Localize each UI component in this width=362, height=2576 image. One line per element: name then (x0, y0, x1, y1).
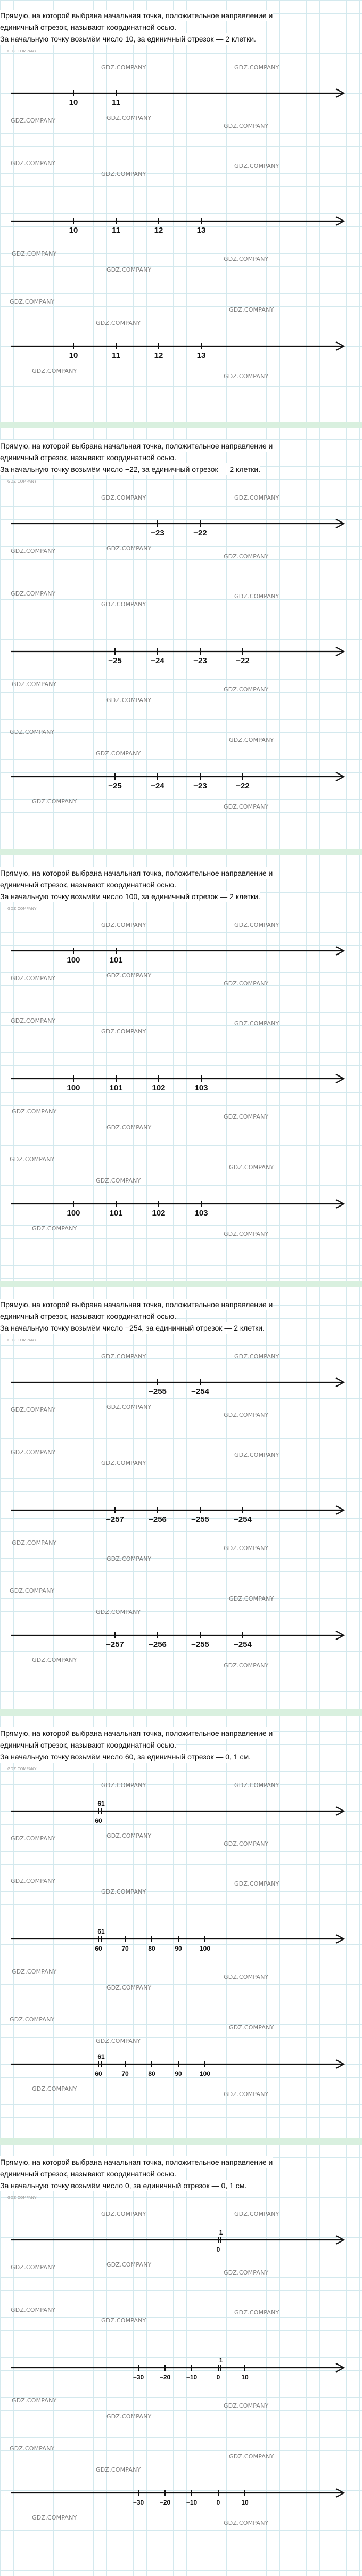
tick-label: −22 (236, 656, 250, 665)
watermark: GDZ.COMPANY (96, 1177, 141, 1184)
watermark: GDZ.COMPANY (11, 975, 56, 982)
number-line (0, 1798, 362, 1824)
watermark: GDZ.COMPANY (101, 170, 146, 177)
tick-label: 10 (241, 2499, 249, 2506)
tick-label: −10 (186, 2374, 198, 2381)
number-line (0, 2480, 362, 2506)
watermark: GDZ.COMPANY (234, 1353, 279, 1360)
tick-label: −255 (191, 1640, 209, 1649)
watermark: GDZ.COMPANY (10, 729, 55, 736)
number-line (0, 1065, 362, 1093)
tick-label: 10 (69, 351, 78, 360)
watermark: GDZ.COMPANY (101, 2317, 146, 2324)
tick-label: 102 (152, 1209, 166, 1218)
watermark: GDZ.COMPANY (11, 117, 56, 124)
watermark: GDZ.COMPANY (101, 1353, 146, 1360)
watermark: GDZ.COMPANY (234, 2211, 279, 2218)
definition-paragraph (0, 867, 358, 902)
watermark: GDZ.COMPANY (224, 1840, 269, 1847)
number-line (0, 333, 362, 360)
number-line (0, 1926, 362, 1952)
paragraph-line: единичный отрезок, называют координатной осью. (0, 21, 176, 33)
paragraph-line: единичный отрезок, называют координатной осью. (0, 879, 176, 891)
watermark: GDZ.COMPANY (11, 2306, 56, 2313)
tick-label: 61 (97, 2053, 105, 2060)
watermark: GDZ.COMPANY (224, 2091, 269, 2098)
watermark: GDZ.COMPANY (224, 1113, 269, 1120)
watermark: GDZ.COMPANY (106, 697, 152, 704)
number-line (0, 2354, 362, 2381)
tick-label: 11 (112, 226, 120, 235)
tick-label: −30 (133, 2499, 144, 2506)
watermark: GDZ.COMPANY (106, 1555, 152, 1562)
tick-label: −22 (236, 781, 250, 790)
watermark: GDZ.COMPANY (7, 49, 37, 53)
tick-label: −254 (191, 1387, 209, 1396)
tick-label: −23 (151, 528, 164, 537)
watermark: GDZ.COMPANY (234, 922, 279, 928)
watermark: GDZ.COMPANY (224, 1545, 269, 1552)
tick-label: 103 (194, 1083, 208, 1093)
watermark: GDZ.COMPANY (224, 256, 269, 263)
tick-label: −25 (108, 781, 122, 790)
watermark: GDZ.COMPANY (234, 494, 279, 501)
tick-label: −30 (133, 2374, 144, 2381)
tick-label: −256 (149, 1515, 167, 1524)
tick-label: −24 (151, 656, 164, 665)
tick-label: 101 (109, 1209, 123, 1218)
paragraph-line: Прямую, на которой выбрана начальная точка, положительное направление и (0, 2156, 273, 2168)
watermark: GDZ.COMPANY (101, 1888, 146, 1895)
paragraph-line: Прямую, на которой выбрана начальная точка, положительное направление и (0, 1299, 273, 1310)
tick-label: 100 (199, 2070, 211, 2077)
watermark: GDZ.COMPANY (32, 368, 77, 374)
watermark: GDZ.COMPANY (101, 64, 146, 71)
watermark: GDZ.COMPANY (224, 123, 269, 129)
tick-label: 10 (69, 226, 78, 235)
tick-label: 0 (216, 2246, 220, 2253)
definition-paragraph (0, 2156, 358, 2191)
tick-label: 12 (154, 351, 163, 360)
tick-label: 61 (97, 1928, 105, 1935)
paragraph-line: За начальную точку возьмём число −254, за единичный отрезок — 2 клетки. (0, 1322, 265, 1334)
watermark: GDZ.COMPANY (224, 1974, 269, 1980)
watermark: GDZ.COMPANY (229, 1595, 274, 1602)
tick-label: 80 (148, 1945, 155, 1952)
tick-label: 101 (109, 956, 123, 965)
tick-label: 100 (67, 1209, 80, 1218)
watermark: GDZ.COMPANY (101, 601, 146, 608)
paragraph-line: За начальную точку возьмём число 60, за единичный отрезок — 0, 1 см. (0, 1751, 251, 1763)
watermark: GDZ.COMPANY (11, 1017, 56, 1024)
watermark: GDZ.COMPANY (106, 1832, 152, 1839)
watermark: GDZ.COMPANY (234, 1452, 279, 1458)
tick-label: −256 (149, 1640, 167, 1649)
watermark: GDZ.COMPANY (229, 737, 274, 744)
tick-label: −20 (159, 2499, 171, 2506)
paragraph-line: единичный отрезок, называют координатной осью. (0, 1310, 176, 1322)
watermark: GDZ.COMPANY (229, 1164, 274, 1171)
watermark: GDZ.COMPANY (106, 1404, 152, 1411)
watermark: GDZ.COMPANY (234, 162, 279, 169)
definition-paragraph (0, 1299, 358, 1334)
tick-label: 60 (95, 1945, 102, 1952)
watermark: GDZ.COMPANY (224, 2269, 269, 2276)
paragraph-line: Прямую, на которой выбрана начальная точка, положительное направление и (0, 440, 273, 452)
watermark: GDZ.COMPANY (10, 2445, 55, 2452)
watermark: GDZ.COMPANY (96, 1609, 141, 1616)
watermark: GDZ.COMPANY (106, 1124, 152, 1131)
number-line (0, 1191, 362, 1218)
tick-label: 10 (69, 98, 78, 107)
watermark: GDZ.COMPANY (229, 306, 274, 313)
tick-label: 70 (121, 2070, 129, 2077)
number-line (0, 80, 362, 107)
definition-paragraph (0, 10, 358, 45)
watermark: GDZ.COMPANY (7, 907, 37, 911)
paragraph-line: единичный отрезок, называют координатной осью. (0, 452, 176, 463)
watermark: GDZ.COMPANY (10, 2016, 55, 2023)
tick-label: 100 (67, 1083, 80, 1093)
watermark: GDZ.COMPANY (101, 2211, 146, 2218)
tick-label: 70 (121, 1945, 129, 1952)
tick-label: 11 (112, 351, 120, 360)
watermark: GDZ.COMPANY (234, 64, 279, 71)
watermark: GDZ.COMPANY (11, 548, 56, 555)
paragraph-line: единичный отрезок, называют координатной осью. (0, 2168, 176, 2180)
watermark: GDZ.COMPANY (12, 681, 57, 688)
watermark: GDZ.COMPANY (234, 1880, 279, 1887)
definition-paragraph (0, 1727, 358, 1763)
watermark: GDZ.COMPANY (224, 373, 269, 380)
tick-label: 10 (241, 2374, 249, 2381)
section-divider (0, 1281, 362, 1287)
tick-label: −255 (149, 1387, 167, 1396)
number-line (0, 1369, 362, 1396)
watermark: GDZ.COMPANY (106, 2261, 152, 2268)
watermark: GDZ.COMPANY (106, 1984, 152, 1991)
watermark: GDZ.COMPANY (101, 922, 146, 928)
tick-label: 100 (67, 956, 80, 965)
section-divider (0, 2138, 362, 2145)
tick-label: 60 (95, 2070, 102, 2077)
watermark: GDZ.COMPANY (11, 160, 56, 167)
watermark: GDZ.COMPANY (7, 1767, 37, 1771)
tick-label: −25 (108, 656, 122, 665)
tick-label: 80 (148, 2070, 155, 2077)
number-line (0, 2051, 362, 2077)
tick-label: 0 (216, 2499, 220, 2506)
tick-label: 90 (175, 2070, 182, 2077)
watermark: GDZ.COMPANY (11, 1406, 56, 1413)
tick-label: 90 (175, 1945, 182, 1952)
paragraph-line: Прямую, на которой выбрана начальная точка, положительное направление и (0, 1727, 273, 1739)
watermark: GDZ.COMPANY (32, 2085, 77, 2092)
tick-label: 12 (154, 226, 163, 235)
watermark: GDZ.COMPANY (32, 2514, 77, 2521)
paragraph-line: За начальную точку возьмём число 100, за единичный отрезок — 2 клетки. (0, 891, 260, 902)
number-line (0, 510, 362, 537)
number-line (0, 1622, 362, 1649)
tick-label: −257 (106, 1640, 124, 1649)
section-divider (0, 849, 362, 855)
watermark: GDZ.COMPANY (32, 1225, 77, 1232)
watermark: GDZ.COMPANY (11, 2264, 56, 2271)
tick-label: −22 (193, 528, 207, 537)
tick-label: −10 (186, 2499, 198, 2506)
watermark: GDZ.COMPANY (234, 1020, 279, 1027)
watermark: GDZ.COMPANY (96, 2037, 141, 2044)
watermark: GDZ.COMPANY (12, 1108, 57, 1115)
watermark: GDZ.COMPANY (224, 686, 269, 693)
watermark: GDZ.COMPANY (101, 1028, 146, 1035)
tick-label: 102 (152, 1083, 166, 1093)
watermark: GDZ.COMPANY (12, 1968, 57, 1975)
watermark: GDZ.COMPANY (229, 2024, 274, 2031)
definition-paragraph (0, 440, 358, 475)
tick-label: 60 (95, 1817, 102, 1824)
watermark: GDZ.COMPANY (12, 1539, 57, 1546)
tick-label: −24 (151, 781, 164, 790)
number-line (0, 208, 362, 235)
watermark: GDZ.COMPANY (11, 1878, 56, 1885)
watermark: GDZ.COMPANY (234, 1782, 279, 1789)
watermark: GDZ.COMPANY (224, 803, 269, 810)
watermark: GDZ.COMPANY (11, 1835, 56, 1842)
watermark: GDZ.COMPANY (101, 1782, 146, 1789)
watermark: GDZ.COMPANY (106, 266, 152, 273)
tick-label: −254 (234, 1640, 252, 1649)
watermark: GDZ.COMPANY (10, 1587, 55, 1594)
watermark: GDZ.COMPANY (234, 2309, 279, 2316)
watermark: GDZ.COMPANY (101, 1460, 146, 1466)
watermark: GDZ.COMPANY (106, 972, 152, 979)
tick-label: 13 (196, 351, 206, 360)
watermark: GDZ.COMPANY (224, 2520, 269, 2526)
watermark: GDZ.COMPANY (224, 1662, 269, 1669)
tick-label: −20 (159, 2374, 171, 2381)
tick-label: 1 (219, 2357, 223, 2364)
number-line (0, 938, 362, 965)
watermark: GDZ.COMPANY (12, 2397, 57, 2404)
number-line (0, 2227, 362, 2253)
tick-label: 11 (112, 98, 120, 107)
tick-label: −257 (106, 1515, 124, 1524)
tick-label: −255 (191, 1515, 209, 1524)
number-line (0, 763, 362, 790)
tick-label: −23 (193, 656, 207, 665)
paragraph-line: За начальную точку возьмём число 0, за единичный отрезок — 0, 1 см. (0, 2180, 246, 2191)
paragraph-line: За начальную точку возьмём число 10, за единичный отрезок — 2 клетки. (0, 33, 256, 45)
tick-label: 13 (196, 226, 206, 235)
watermark: GDZ.COMPANY (96, 750, 141, 757)
tick-label: 1 (219, 2229, 223, 2236)
watermark: GDZ.COMPANY (224, 553, 269, 560)
watermark: GDZ.COMPANY (106, 2413, 152, 2420)
section-divider (0, 1709, 362, 1716)
paragraph-line: Прямую, на которой выбрана начальная точка, положительное направление и (0, 867, 273, 879)
watermark: GDZ.COMPANY (7, 2196, 37, 2200)
tick-label: 0 (216, 2374, 220, 2381)
watermark: GDZ.COMPANY (224, 980, 269, 987)
watermark: GDZ.COMPANY (234, 593, 279, 600)
watermark: GDZ.COMPANY (224, 2402, 269, 2409)
tick-label: −23 (193, 781, 207, 790)
tick-label: 101 (109, 1083, 123, 1093)
watermark: GDZ.COMPANY (32, 1657, 77, 1664)
watermark: GDZ.COMPANY (7, 1338, 37, 1342)
watermark: GDZ.COMPANY (11, 590, 56, 597)
paragraph-line: За начальную точку возьмём число −22, за единичный отрезок — 2 клетки. (0, 463, 260, 475)
tick-label: 100 (199, 1945, 211, 1952)
number-line (0, 1497, 362, 1524)
watermark: GDZ.COMPANY (96, 320, 141, 327)
watermark: GDZ.COMPANY (224, 1230, 269, 1237)
tick-label: −254 (234, 1515, 252, 1524)
paragraph-line: Прямую, на которой выбрана начальная точка, положительное направление и (0, 10, 273, 21)
watermark: GDZ.COMPANY (106, 115, 152, 121)
watermark: GDZ.COMPANY (32, 798, 77, 805)
number-line (0, 638, 362, 665)
watermark: GDZ.COMPANY (96, 2466, 141, 2473)
tick-label: 103 (194, 1209, 208, 1218)
tick-label: 61 (97, 1800, 105, 1807)
watermark: GDZ.COMPANY (229, 2453, 274, 2460)
watermark: GDZ.COMPANY (106, 545, 152, 552)
watermark: GDZ.COMPANY (12, 250, 57, 257)
watermark: GDZ.COMPANY (224, 1412, 269, 1419)
watermark: GDZ.COMPANY (11, 1449, 56, 1456)
section-divider (0, 422, 362, 428)
watermark: GDZ.COMPANY (10, 1156, 55, 1163)
watermark: GDZ.COMPANY (10, 298, 55, 305)
paragraph-line: единичный отрезок, называют координатной осью. (0, 1739, 176, 1751)
watermark: GDZ.COMPANY (7, 479, 37, 484)
watermark: GDZ.COMPANY (101, 494, 146, 501)
